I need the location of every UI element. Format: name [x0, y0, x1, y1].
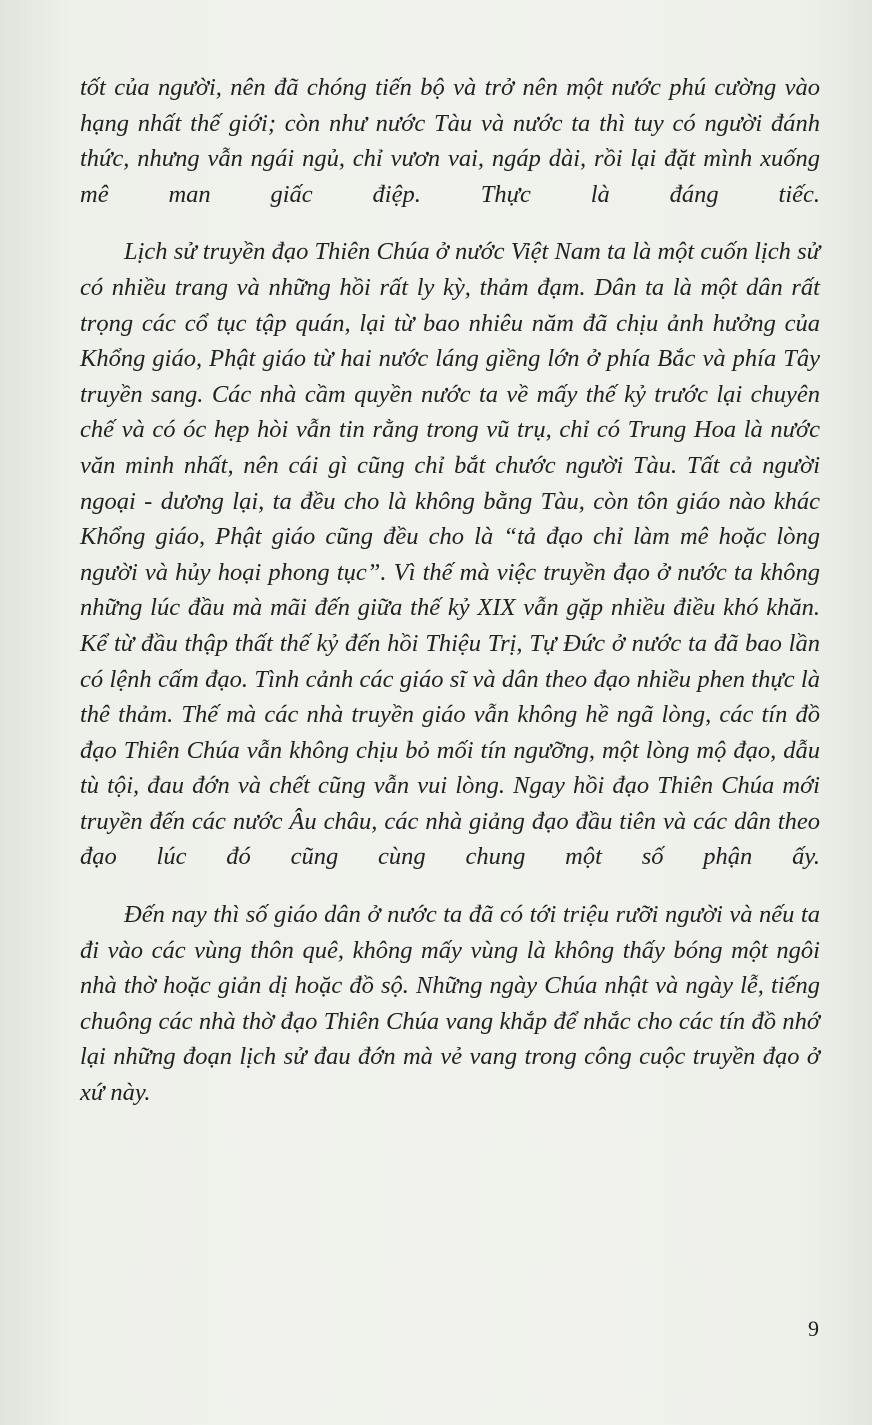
- paragraph-present-day: Đến nay thì số giáo dân ở nước ta đã có tới triệu rưỡi người và nếu ta đi vào các vùng thôn quê, không mấy vùng là không thấy bóng một ngôi nhà thờ hoặc giản dị hoặc đồ sộ. Những ngày Chúa nhật và ngày lễ, tiếng chuông các nhà thờ đạo Thiên Chúa vang khắp để nhắc cho các tín đồ nhớ lại những đoạn lịch sử đau đớn mà vẻ vang trong công cuộc truyền đạo ở xứ này.: [80, 901, 820, 1107]
- paragraph-continuation: tốt của người, nên đã chóng tiến bộ và trở nên một nước phú cường vào hạng nhất thế giới; còn như nước Tàu và nước ta thì tuy có người đánh thức, nhưng vẫn ngái ngủ, chỉ vươn vai, ngáp dài, rồi lại đặt mình xuống mê man giấc điệp. Thực là đáng tiếc.: [80, 74, 820, 208]
- paragraph-history: Lịch sử truyền đạo Thiên Chúa ở nước Việt Nam ta là một cuốn lịch sử có nhiều trang và những hồi rất ly kỳ, thảm đạm. Dân ta là một dân rất trọng các cổ tục tập quán, lại từ bao nhiêu năm đã chịu ảnh hưởng của Khổng giáo, Phật giáo từ hai nước láng giềng lớn ở phía Bắc và phía Tây truyền sang. Các nhà cầm quyền nước ta về mấy thế kỷ trước lại chuyên chế và có óc hẹp hòi vẫn tin rằng trong vũ trụ, chỉ có Trung Hoa là nước văn minh nhất, nên cái gì cũng chỉ bắt chước người Tàu. Tất cả người ngoại - dương lại, ta đều cho là không bằng Tàu, còn tôn giáo nào khác Khổng giáo, Phật giáo cũng đều cho là “tả đạo chỉ làm mê hoặc lòng người và hủy hoại phong tục”. Vì thế mà việc truyền đạo ở nước ta không những lúc đầu mà mãi đến giữa thế kỷ XIX vẫn gặp nhiều điều khó khăn. Kể từ đầu thập thất thế kỷ đến hồi Thiệu Trị, Tự Đức ở nước ta đã bao lần có lệnh cấm đạo. Tình cảnh các giáo sĩ và dân theo đạo nhiều phen thực là thê thảm. Thế mà các nhà truyền giáo vẫn không hề ngã lòng, các tín đồ đạo Thiên Chúa vẫn không chịu bỏ mối tín ngưỡng, một lòng mộ đạo, dẫu tù tội, đau đớn và chết cũng vẫn vui lòng. Ngay hồi đạo Thiên Chúa mới truyền đến các nước Âu châu, các nhà giảng đạo đầu tiên và các dân theo đạo lúc đó cũng cùng chung một số phận ấy.: [80, 238, 820, 871]
- body-text: [80, 70, 820, 1111]
- page-number: 9: [808, 1316, 819, 1341]
